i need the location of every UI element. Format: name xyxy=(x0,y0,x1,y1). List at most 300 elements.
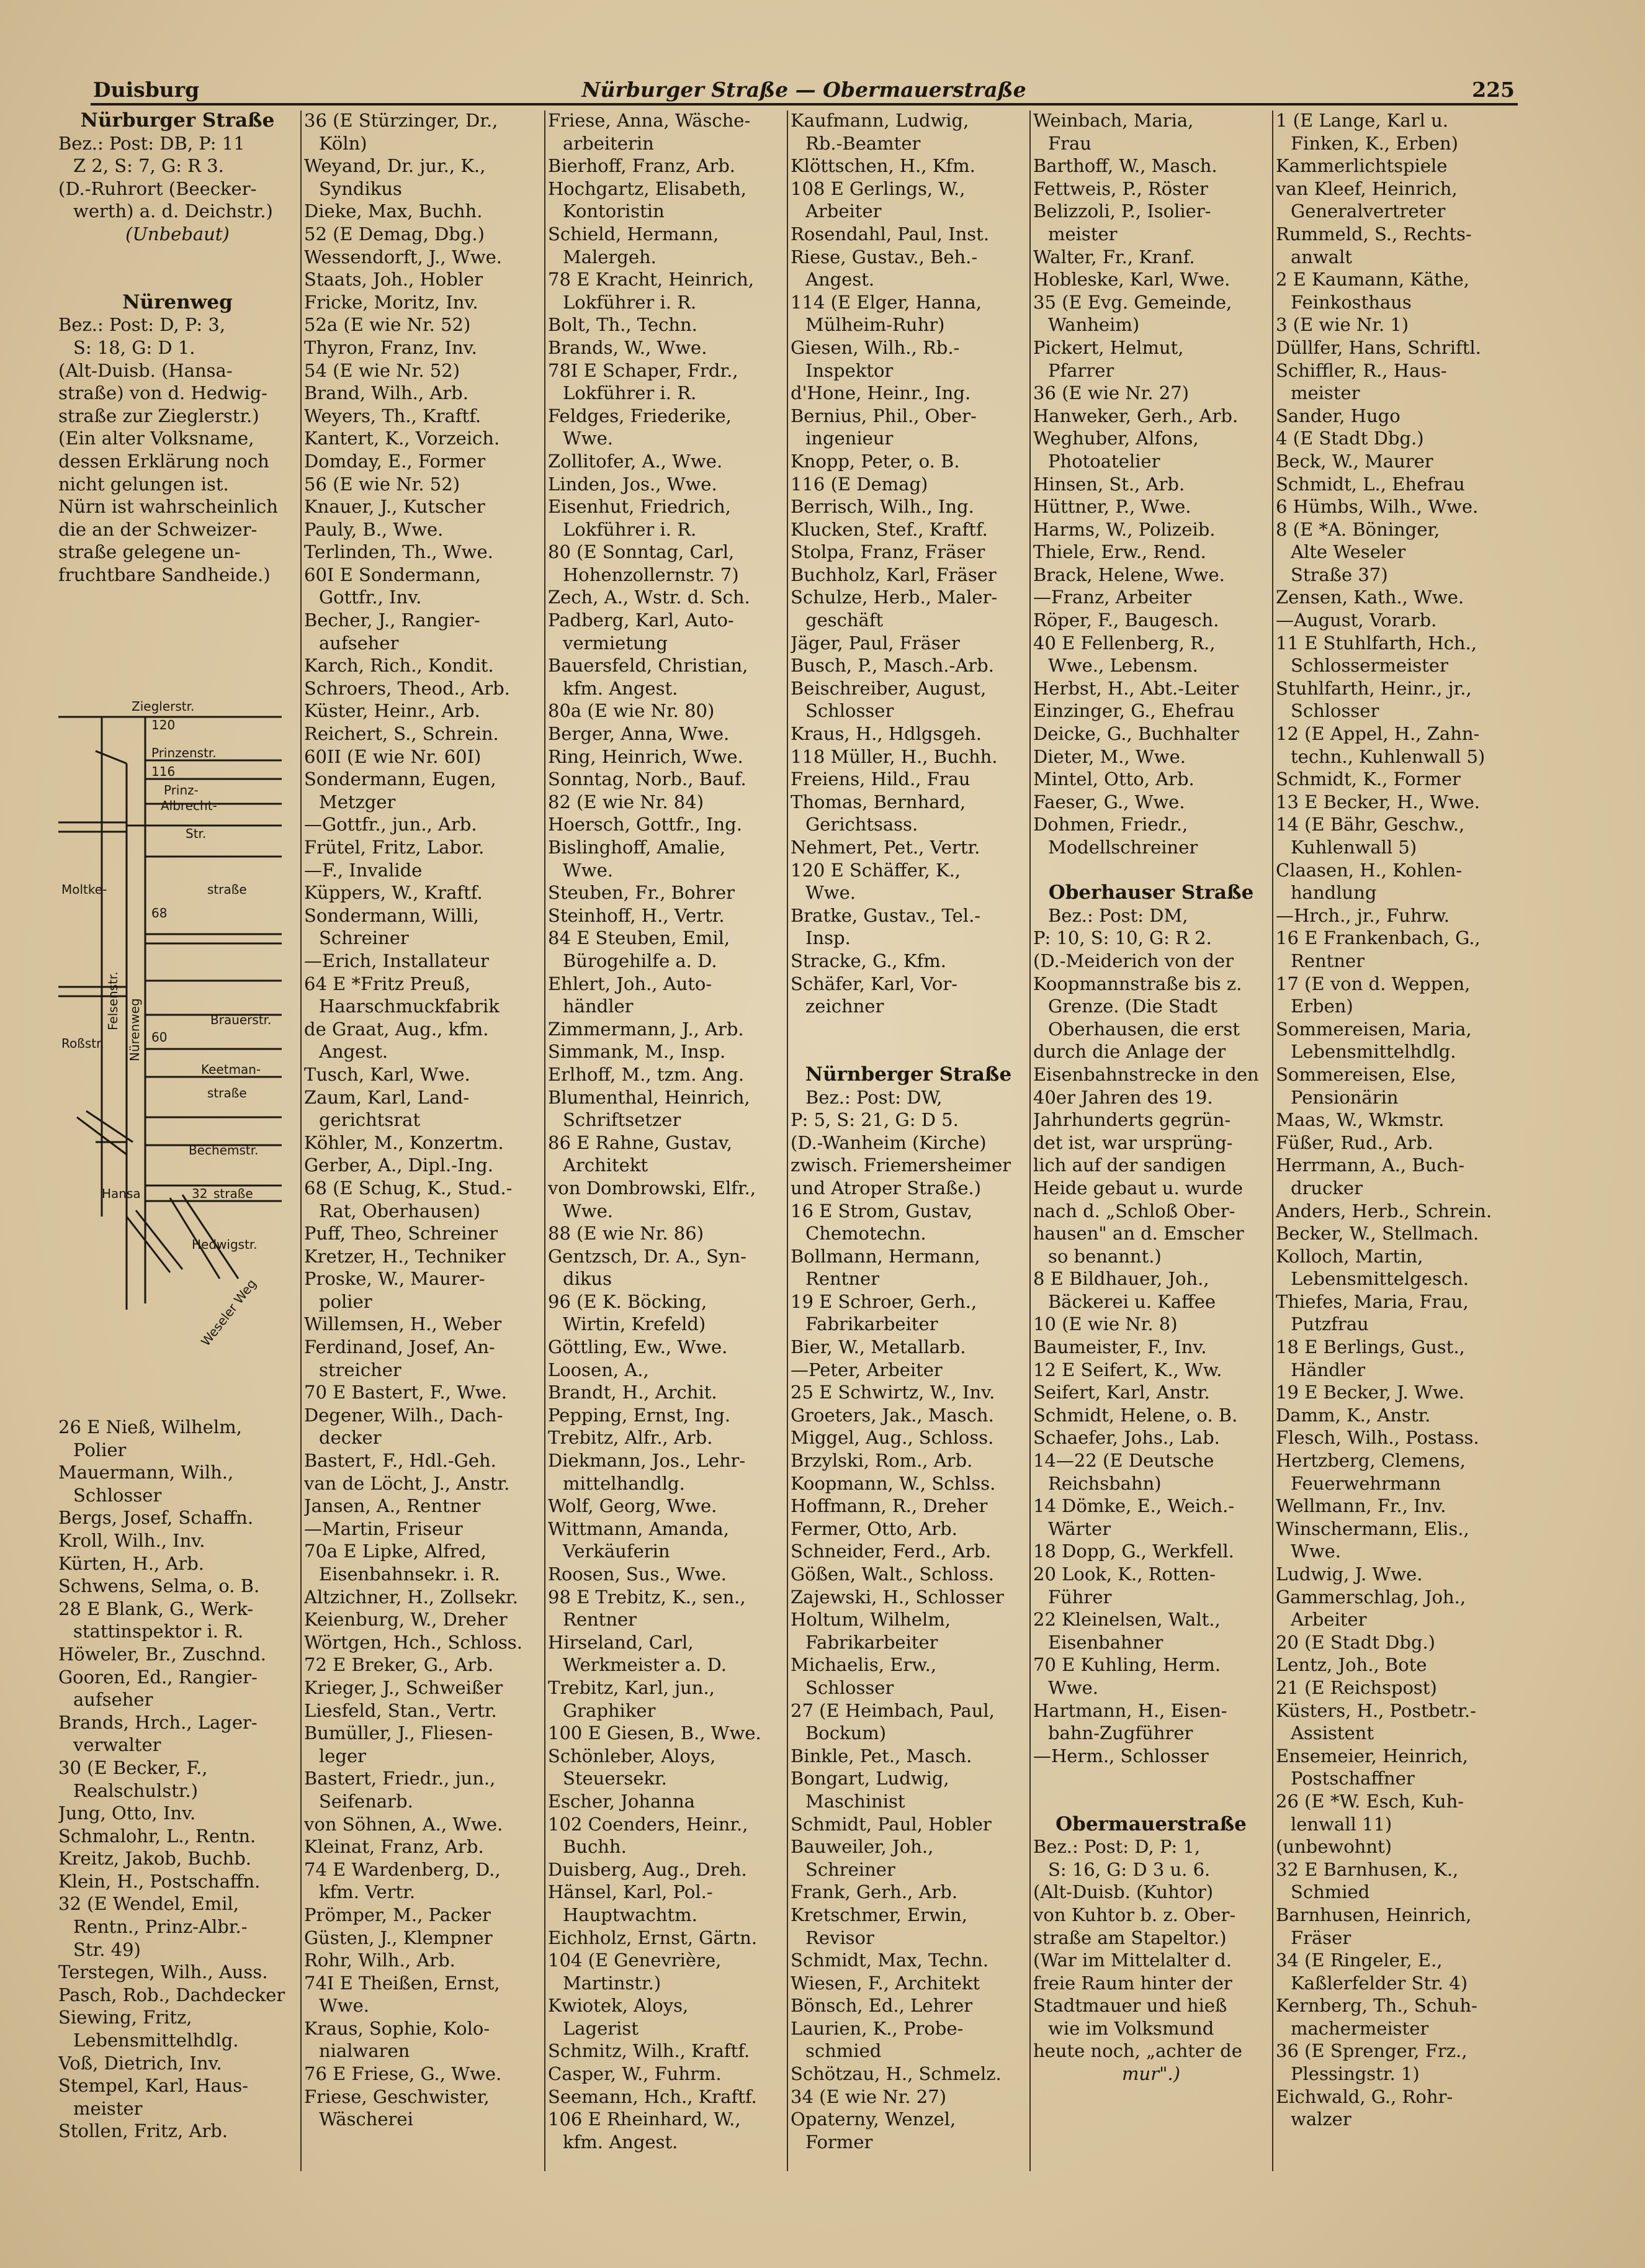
directory-entry-line: Inspektor xyxy=(805,359,894,381)
directory-entry-line: Former xyxy=(805,2131,873,2153)
directory-entry-line: Krieger, J., Schweißer xyxy=(304,1676,503,1698)
directory-entry-line: Stadtmauer und hieß xyxy=(1033,1995,1227,2017)
street-heading: Obermauerstraße xyxy=(1056,1812,1247,1835)
directory-entry-line: Kaufmann, Ludwig, xyxy=(791,110,969,131)
directory-entry-line: Mintel, Otto, Arb. xyxy=(1033,768,1195,790)
directory-entry-line: Stempel, Karl, Haus- xyxy=(58,2075,249,2097)
directory-entry-line: Bier, W., Metallarb. xyxy=(791,1336,966,1358)
directory-entry-line: Stolpa, Franz, Fräser xyxy=(791,541,985,563)
directory-entry-line: Lebensmittelhdlg. xyxy=(1291,1041,1456,1063)
directory-entry-line: Weinbach, Maria, xyxy=(1033,110,1194,131)
directory-entry-line: Küppers, W., Kraftf. xyxy=(304,882,483,904)
directory-entry-line: Seemann, Hch., Kraftf. xyxy=(548,2086,757,2107)
directory-entry-line: Reichsbahn) xyxy=(1048,1472,1162,1494)
directory-entry-line: Wirtin, Krefeld) xyxy=(563,1313,706,1335)
directory-entry-line: Kantert, K., Vorzeich. xyxy=(304,428,500,449)
directory-entry-line: Simmank, M., Insp. xyxy=(548,1041,726,1063)
directory-entry-line: Sonntag, Norb., Bauf. xyxy=(548,768,746,790)
directory-entry-line: Bernius, Phil., Ober- xyxy=(791,405,977,426)
directory-entry-line: Wittmann, Amanda, xyxy=(548,1518,729,1539)
directory-entry-line: Faeser, G., Wwe. xyxy=(1033,791,1185,812)
map-label-hansa: Hansa xyxy=(102,1186,141,1201)
street-heading: Nürburger Straße xyxy=(80,109,275,132)
directory-entry-line: Küsters, H., Postbetr.- xyxy=(1276,1699,1476,1721)
directory-entry-line: Graphiker xyxy=(563,1699,656,1721)
directory-entry-line: kfm. Vertr. xyxy=(319,1881,416,1903)
directory-entry-line: Hüttner, P., Wwe. xyxy=(1033,496,1191,518)
directory-entry-line: Füßer, Rud., Arb. xyxy=(1276,1132,1433,1153)
directory-entry-line: Bauweiler, Joh., xyxy=(791,1836,934,1858)
directory-entry-line: Sander, Hugo xyxy=(1276,405,1401,426)
directory-entry-line: Einzinger, G., Ehefrau xyxy=(1033,700,1235,722)
spacer xyxy=(1033,1767,1269,1790)
map-label-prinz-albrecht-2: Albrecht- xyxy=(161,798,217,813)
directory-entry-line: Koopmannstraße bis z. xyxy=(1033,973,1242,994)
spacer xyxy=(791,1040,1026,1063)
directory-entry-line: Arbeiter xyxy=(805,200,882,222)
directory-entry-line: 70 E Bastert, F., Wwe. xyxy=(304,1382,508,1403)
directory-entry-line: 26 (E *W. Esch, Kuh- xyxy=(1276,1790,1464,1812)
directory-entry-line: Zimmermann, J., Arb. xyxy=(548,1018,744,1040)
directory-entry-line: Gerber, A., Dipl.-Ing. xyxy=(304,1154,493,1176)
directory-entry-line: straße zur Zieglerstr.) xyxy=(58,405,259,426)
directory-entry-line: Thyron, Franz, Inv. xyxy=(304,336,477,358)
directory-entry-line: Angest. xyxy=(319,1041,388,1063)
directory-entry-line: Freiens, Hild., Frau xyxy=(791,768,970,790)
directory-entry-line: Beischreiber, August, xyxy=(791,677,987,699)
directory-entry-line: Zech, A., Wstr. d. Sch. xyxy=(548,587,750,608)
directory-entry-line: Berger, Anna, Wwe. xyxy=(548,723,730,745)
directory-entry-line: Sommereisen, Maria, xyxy=(1276,1018,1472,1040)
map-number-32: 32 xyxy=(192,1186,208,1201)
directory-entry-line: 100 E Giesen, B., Wwe. xyxy=(548,1722,761,1744)
directory-entry-line: Steuben, Fr., Bohrer xyxy=(548,882,735,904)
column-divider xyxy=(787,110,788,2171)
directory-entry-line: meister xyxy=(1291,382,1360,404)
directory-entry-line: 1 (E Lange, Karl u. xyxy=(1276,110,1448,131)
header-rule xyxy=(91,103,1518,106)
directory-entry-line: Oberhausen, die erst xyxy=(1048,1018,1240,1040)
directory-entry-line: —Gottfr., jun., Arb. xyxy=(304,814,477,835)
directory-entry-line: Herrmann, A., Buch- xyxy=(1276,1154,1465,1176)
directory-entry-line: 13 E Becker, H., Wwe. xyxy=(1276,791,1481,812)
directory-entry-line: Lokführer i. R. xyxy=(563,518,697,540)
directory-entry-line: Köln) xyxy=(319,132,367,154)
directory-entry-line: Binkle, Pet., Masch. xyxy=(791,1745,972,1766)
directory-entry-line: von Dombrowski, Elfr., xyxy=(548,1177,756,1199)
directory-entry-line: Wwe. xyxy=(805,882,856,904)
directory-entry-line: Roosen, Sus., Wwe. xyxy=(548,1564,727,1585)
directory-entry-line: Loosen, A., xyxy=(548,1359,649,1380)
directory-entry-line: Dieter, M., Wwe. xyxy=(1033,745,1186,767)
directory-entry-line: 21 (E Reichspost) xyxy=(1276,1676,1437,1698)
directory-entry-line: —Franz, Arbeiter xyxy=(1033,587,1192,608)
directory-entry-line: Kuhlenwall 5) xyxy=(1291,837,1417,858)
directory-entry-line: 98 E Trebitz, K., sen., xyxy=(548,1586,746,1608)
directory-entry-line: mittelhandlg. xyxy=(563,1472,685,1494)
directory-entry-line: Schreiner xyxy=(805,1858,895,1880)
directory-entry-line: 70a E Lipke, Alfred, xyxy=(304,1541,486,1562)
directory-entry-line: Liesfeld, Stan., Vertr. xyxy=(304,1699,497,1721)
directory-entry-line: 82 (E wie Nr. 84) xyxy=(548,791,704,812)
directory-entry-line: Kretzer, H., Techniker xyxy=(304,1245,506,1267)
directory-entry-line: 14 Dömke, E., Weich.- xyxy=(1033,1495,1235,1517)
directory-entry-line: Schmidt, Paul, Hobler xyxy=(791,1813,992,1835)
directory-entry-line: Hoersch, Gottfr., Ing. xyxy=(548,814,742,835)
directory-entry-line: Hartmann, H., Eisen- xyxy=(1033,1699,1227,1721)
spacer xyxy=(1033,859,1269,882)
directory-entry-line: Zaum, Karl, Land- xyxy=(304,1086,470,1108)
directory-entry-line: aufseher xyxy=(73,1689,153,1711)
map-label-prinzenstr: Prinzenstr. xyxy=(151,745,217,760)
directory-entry-line: Metzger xyxy=(319,791,396,812)
directory-entry-line: 11 E Stuhlfarth, Hch., xyxy=(1276,632,1477,654)
directory-entry-line: Maas, W., Wkmstr. xyxy=(1276,1109,1445,1131)
directory-entry-line: 76 E Friese, G., Wwe. xyxy=(304,2063,502,2085)
directory-entry-line: Hoffmann, R., Dreher xyxy=(791,1495,988,1517)
header-street-range: Nürburger Straße — Obermauerstraße xyxy=(581,78,1026,102)
directory-entry-line: 102 Coenders, Heinr., xyxy=(548,1813,748,1835)
directory-entry-line: Gerichtsass. xyxy=(805,814,918,835)
directory-entry-line: det ist, war ursprüng- xyxy=(1033,1132,1233,1153)
directory-entry-line: Hochgartz, Elisabeth, xyxy=(548,178,746,199)
spacer xyxy=(791,1018,1026,1041)
directory-entry-line: schmied xyxy=(805,2040,882,2062)
directory-entry-line: 27 (E Heimbach, Paul, xyxy=(791,1699,995,1721)
column-1-bottom-entries xyxy=(58,1416,297,2143)
directory-entry-line: 52a (E wie Nr. 52) xyxy=(304,314,471,336)
directory-entry-line: Friese, Geschwister, xyxy=(304,2086,490,2107)
directory-entry-line: Feuerwehrmann xyxy=(1291,1472,1441,1494)
street-heading: Oberhauser Straße xyxy=(1048,881,1254,904)
directory-entry-line: Frank, Gerh., Arb. xyxy=(791,1881,958,1903)
directory-entry-line: Feinkosthaus xyxy=(1291,291,1412,313)
directory-entry-line: Wellmann, Fr., Inv. xyxy=(1276,1495,1446,1517)
directory-entry-line: die an der Schweizer- xyxy=(58,518,258,540)
directory-entry-line: Herbst, H., Abt.-Leiter xyxy=(1033,677,1239,699)
directory-entry-line: straße am Stapeltor.) xyxy=(1033,1927,1227,1948)
directory-entry-line: Lebensmittelhdlg. xyxy=(73,2030,239,2051)
directory-entry-line: Bez.: Post: D, P: 1, xyxy=(1033,1836,1201,1858)
directory-entry-line: 17 (E von d. Weppen, xyxy=(1276,973,1471,994)
directory-entry-line: Feldges, Friederike, xyxy=(548,405,732,426)
directory-entry-line: Ferdinand, Josef, An- xyxy=(304,1336,495,1358)
directory-entry-line: walzer xyxy=(1291,2108,1351,2130)
directory-entry-line: Kraus, Sophie, Kolo- xyxy=(304,2017,490,2039)
directory-entry-line: Schneider, Ferd., Arb. xyxy=(791,1541,992,1562)
directory-entry-line: Eichwald, G., Rohr- xyxy=(1276,2086,1453,2107)
directory-entry-line: anwalt xyxy=(1291,246,1353,268)
directory-entry-line: handlung xyxy=(1291,882,1377,904)
directory-entry-line: 4 (E Stadt Dbg.) xyxy=(1276,428,1424,449)
directory-entry-line: Erben) xyxy=(1291,996,1353,1017)
directory-entry-line: Klucken, Stef., Kraftf. xyxy=(791,518,988,540)
directory-entry-line: Kammerlichtspiele xyxy=(1276,155,1448,177)
directory-entry-line: Düllfer, Hans, Schriftl. xyxy=(1276,336,1481,358)
directory-entry-line: 18 Dopp, G., Werkfell. xyxy=(1033,1541,1234,1562)
directory-entry-line: Göttling, Ew., Wwe. xyxy=(548,1336,728,1358)
header-city: Duisburg xyxy=(93,78,200,102)
map-number-68: 68 xyxy=(151,906,168,920)
directory-entry-line: Eisenhut, Friedrich, xyxy=(548,496,731,518)
directory-entry-line: Wwe. xyxy=(319,1995,370,2017)
map-label-hedwigstr: Hedwigstr. xyxy=(192,1237,258,1252)
directory-entry-line: Eisenbahnsekr. i. R. xyxy=(319,1564,500,1585)
directory-entry-line: 78I E Schaper, Frdr., xyxy=(548,359,738,381)
directory-entry-line: bahn-Zugführer xyxy=(1048,1722,1193,1744)
directory-entry-line: Frütel, Fritz, Labor. xyxy=(304,837,485,858)
directory-entry-line: Lentz, Joh., Bote xyxy=(1276,1654,1427,1676)
directory-entry-line: Z 2, S: 7, G: R 3. xyxy=(73,155,224,177)
directory-entry-line: (Alt-Duisb. (Kuhtor) xyxy=(1033,1881,1214,1903)
directory-entry-line: 18 E Berlings, Gust., xyxy=(1276,1336,1465,1358)
directory-entry-line: Rentner xyxy=(1291,950,1365,971)
directory-entry-line: d'Hone, Heinr., Ing. xyxy=(791,382,971,404)
directory-entry-line: machermeister xyxy=(1291,2017,1429,2039)
directory-entry-line: 104 (E Genevrière, xyxy=(548,1950,722,1971)
directory-entry-line: Becker, W., Stellmach. xyxy=(1276,1223,1479,1244)
directory-entry-line: Schötzau, H., Schmelz. xyxy=(791,2063,1002,2085)
directory-entry-line: Schiffler, R., Haus- xyxy=(1276,359,1447,381)
directory-entry-line: P: 5, S: 21, G: D 5. xyxy=(791,1109,959,1131)
directory-entry-line: 54 (E wie Nr. 52) xyxy=(304,359,460,381)
directory-entry-line: Bockum) xyxy=(805,1722,887,1744)
directory-entry-line: Röper, F., Baugesch. xyxy=(1033,610,1219,631)
directory-entry-line: kfm. Angest. xyxy=(563,2131,678,2153)
directory-entry-line: Schäfer, Karl, Vor- xyxy=(791,973,958,994)
directory-entry-line: Bollmann, Hermann, xyxy=(791,1245,980,1267)
directory-entry-line: Schield, Hermann, xyxy=(548,223,719,245)
directory-entry-line: wie im Volksmund xyxy=(1048,2017,1214,2039)
directory-entry-line: durch die Anlage der xyxy=(1033,1041,1226,1063)
directory-entry-line: Thomas, Bernhard, xyxy=(791,791,966,812)
directory-entry-line: aufseher xyxy=(319,632,399,654)
directory-entry-line: Seifenarb. xyxy=(319,1790,413,1812)
directory-entry-line: Harms, W., Polizeib. xyxy=(1033,518,1216,540)
directory-entry-line: 30 (E Becker, F., xyxy=(58,1757,208,1778)
directory-entry-line: 28 E Blank, G., Werk- xyxy=(58,1598,254,1619)
directory-entry-line: Berrisch, Wilh., Ing. xyxy=(791,496,974,518)
directory-entry-line: Stollen, Fritz, Arb. xyxy=(58,2120,228,2142)
directory-entry-line: Flesch, Wilh., Postass. xyxy=(1276,1427,1479,1449)
directory-entry-line: Malergeh. xyxy=(563,246,657,268)
directory-entry-line: Wwe., Lebensm. xyxy=(1048,655,1198,677)
directory-entry-line: vermietung xyxy=(563,632,668,654)
directory-entry-line: Assistent xyxy=(1291,1722,1374,1744)
directory-entry-line: Wolf, Georg, Wwe. xyxy=(548,1495,717,1517)
directory-entry-line: drucker xyxy=(1291,1177,1363,1199)
directory-entry-line: 3 (E wie Nr. 1) xyxy=(1276,314,1409,336)
directory-entry-line: 8 (E *A. Böninger, xyxy=(1276,518,1440,540)
directory-entry-line: Schlossermeister xyxy=(1291,655,1448,677)
page-header xyxy=(93,73,1515,106)
directory-entry-line: (D.-Meiderich von der xyxy=(1033,950,1234,971)
directory-entry-line: geschäft xyxy=(805,610,884,631)
directory-entry-line: Brand, Wilh., Arb. xyxy=(304,382,468,404)
map-label-keetman-2: straße xyxy=(207,1086,247,1100)
spacer xyxy=(58,268,297,291)
directory-entry-line: Proske, W., Maurer- xyxy=(304,1268,485,1290)
directory-entry-line: Hirseland, Carl, xyxy=(548,1631,694,1653)
directory-entry-line: Michaelis, Erw., xyxy=(791,1654,937,1676)
page-number: 225 xyxy=(1472,78,1515,102)
directory-entry-line: Wäscherei xyxy=(319,2108,413,2130)
directory-entry-line: 14—22 (E Deutsche xyxy=(1033,1450,1214,1472)
directory-entry-line: (D.-Wanheim (Kirche) xyxy=(791,1132,987,1153)
directory-entry-line: dikus xyxy=(563,1268,612,1290)
column-2 xyxy=(304,109,541,2176)
directory-entry-line: Gammerschlag, Joh., xyxy=(1276,1586,1466,1608)
directory-entry-line: 74I E Theißen, Ernst, xyxy=(304,1972,500,1994)
map-label-moltke: Moltke- xyxy=(61,882,107,897)
directory-entry-line: 72 E Breker, G., Arb. xyxy=(304,1654,494,1676)
directory-entry-line: 78 E Kracht, Heinrich, xyxy=(548,269,755,290)
directory-entry-line: 14 (E Bähr, Geschw., xyxy=(1276,814,1465,835)
directory-entry-line: lich auf der sandigen xyxy=(1033,1154,1226,1176)
directory-entry-line: Giesen, Wilh., Rb.- xyxy=(791,336,960,358)
directory-entry-line: Bergs, Josef, Schaffn. xyxy=(58,1507,254,1529)
directory-entry-line: Zollitofer, A., Wwe. xyxy=(548,450,723,472)
directory-entry-line: 10 (E wie Nr. 8) xyxy=(1033,1313,1178,1335)
directory-entry-line: Schaefer, Johs., Lab. xyxy=(1033,1427,1220,1449)
directory-entry-line: von Kuhtor b. z. Ober- xyxy=(1033,1904,1236,1925)
directory-entry-line: Beck, W., Maurer xyxy=(1276,450,1433,472)
directory-entry-line: Nürn ist wahrscheinlich xyxy=(58,496,278,518)
directory-entry-line: Groeters, Jak., Masch. xyxy=(791,1404,994,1426)
directory-entry-line: Bönsch, Ed., Lehrer xyxy=(791,1995,973,2017)
directory-entry-line: Tusch, Karl, Wwe. xyxy=(304,1063,470,1085)
directory-entry-line: 19 E Becker, J. Wwe. xyxy=(1276,1382,1464,1403)
directory-entry-line: Zajewski, H., Schlosser xyxy=(791,1586,1004,1608)
directory-entry-line: —Herm., Schlosser xyxy=(1033,1745,1209,1766)
directory-entry-line: Erlhoff, M., tzm. Ang. xyxy=(548,1063,745,1085)
directory-entry-line: Eisenbahnstrecke in den xyxy=(1033,1063,1259,1085)
directory-entry-line: Weghuber, Alfons, xyxy=(1033,428,1199,449)
directory-entry-line: Dieke, Max, Buchh. xyxy=(304,200,483,222)
directory-entry-line: Generalvertreter xyxy=(1291,200,1446,222)
directory-entry-line: van Kleef, Heinrich, xyxy=(1276,178,1458,199)
directory-entry-line: Eisenbahner xyxy=(1048,1631,1163,1653)
directory-entry-line: gerichtsrat xyxy=(319,1109,421,1131)
directory-entry-line: zwisch. Friemersheimer xyxy=(791,1154,1011,1176)
column-divider xyxy=(544,110,545,2171)
directory-entry-line: Kroll, Wilh., Inv. xyxy=(58,1529,205,1551)
directory-entry-line: Schmidt, Helene, o. B. xyxy=(1033,1404,1238,1426)
directory-entry-line: P: 10, S: 10, G: R 2. xyxy=(1033,927,1212,949)
directory-entry-line: 70 E Kuhling, Herm. xyxy=(1033,1654,1221,1676)
directory-entry-line: Heide gebaut u. wurde xyxy=(1033,1177,1244,1199)
directory-entry-line: Ludwig, J. Wwe. xyxy=(1276,1564,1423,1585)
column-divider xyxy=(1272,110,1273,2171)
directory-entry-line: Fräser xyxy=(1291,1927,1351,1948)
directory-entry-line: Brands, W., Wwe. xyxy=(548,336,707,358)
directory-entry-line: Straße 37) xyxy=(1291,564,1388,585)
directory-entry-line: 32 (E Wendel, Emil, xyxy=(58,1893,239,1915)
directory-entry-line: Kaßlerfelder Str. 4) xyxy=(1291,1972,1468,1994)
directory-entry-line: —August, Vorarb. xyxy=(1276,610,1437,631)
directory-entry-line: Steuersekr. xyxy=(563,1768,667,1789)
directory-entry-line: Willemsen, H., Weber xyxy=(304,1313,502,1335)
directory-entry-line: 34 (E Ringeler, E., xyxy=(1276,1950,1443,1971)
directory-entry-line: Pensionärin xyxy=(1291,1086,1399,1108)
directory-entry-line: 56 (E wie Nr. 52) xyxy=(304,473,460,495)
directory-entry-line: straße gelegene un- xyxy=(58,541,241,563)
directory-entry-line: Hänsel, Karl, Pol.- xyxy=(548,1881,713,1903)
directory-entry-line: Bürogehilfe a. D. xyxy=(563,950,717,971)
directory-entry-line: 40er Jahren des 19. xyxy=(1033,1086,1213,1108)
directory-entry-line: Thiele, Erw., Rend. xyxy=(1033,541,1206,563)
directory-entry-line: Maschinist xyxy=(805,1790,905,1812)
directory-entry-line: 19 E Schroer, Gerh., xyxy=(791,1290,977,1312)
directory-entry-line: ingenieur xyxy=(805,428,894,449)
directory-entry-line: Busch, P., Masch.-Arb. xyxy=(791,655,994,677)
street-map-nuerenweg xyxy=(58,683,294,1356)
directory-entry-line: Miggel, Aug., Schloss. xyxy=(791,1427,994,1449)
directory-entry-line: Barnhusen, Heinrich, xyxy=(1276,1904,1472,1925)
directory-entry-line: (Unbebaut) xyxy=(125,223,230,245)
directory-entry-line: Walter, Fr., Kranf. xyxy=(1033,246,1195,268)
directory-entry-line: Sommereisen, Else, xyxy=(1276,1063,1456,1085)
directory-entry-line: Claasen, H., Kohlen- xyxy=(1276,859,1463,881)
map-label-prinz-albrecht-3: Str. xyxy=(186,826,207,841)
directory-entry-line: Riese, Gustav., Beh.- xyxy=(791,246,978,268)
directory-entry-line: 12 E Seifert, K., Ww. xyxy=(1033,1359,1222,1380)
directory-entry-line: Schmidt, L., Ehefrau xyxy=(1276,473,1465,495)
directory-entry-line: straße) von d. Hedwig- xyxy=(58,382,267,404)
directory-entry-line: leger xyxy=(319,1745,367,1766)
directory-entry-line: Postschaffner xyxy=(1291,1768,1415,1789)
directory-entry-line: Küster, Heinr., Arb. xyxy=(304,700,480,722)
directory-entry-line: Rentner xyxy=(805,1268,880,1290)
directory-entry-line: Belizzoli, P., Isolier- xyxy=(1033,200,1211,222)
directory-entry-line: Winschermann, Elis., xyxy=(1276,1518,1469,1539)
directory-entry-line: Alte Weseler xyxy=(1291,541,1406,563)
directory-entry-line: Sondermann, Eugen, xyxy=(304,768,496,790)
column-4 xyxy=(791,109,1026,2176)
directory-entry-line: Martinstr.) xyxy=(563,1972,661,1994)
directory-entry-line: Domday, E., Former xyxy=(304,450,486,472)
directory-entry-line: Brack, Helene, Wwe. xyxy=(1033,564,1225,585)
directory-entry-line: Chemotechn. xyxy=(805,1223,926,1244)
directory-entry-line: Verkäuferin xyxy=(563,1541,670,1562)
directory-entry-line: Jansen, A., Rentner xyxy=(304,1495,481,1517)
map-label-brauerstr: Brauerstr. xyxy=(210,1012,272,1027)
directory-entry-line: Bez.: Post: D, P: 3, xyxy=(58,314,226,336)
directory-entry-line: 36 (E wie Nr. 27) xyxy=(1033,382,1190,404)
directory-entry-line: 16 E Strom, Gustav, xyxy=(791,1200,973,1222)
directory-entry-line: Lokführer i. R. xyxy=(563,382,697,404)
directory-entry-line: Realschulstr.) xyxy=(73,1780,199,1801)
directory-entry-line: Ring, Heinrich, Wwe. xyxy=(548,745,743,767)
directory-entry-line: Steinhoff, H., Vertr. xyxy=(548,904,725,926)
map-label-zieglerstr: Zieglerstr. xyxy=(132,699,195,714)
directory-entry-line: Holtum, Wilhelm, xyxy=(791,1609,951,1631)
street-heading: Nürnberger Straße xyxy=(805,1063,1012,1086)
directory-entry-line: Haarschmuckfabrik xyxy=(319,996,500,1017)
directory-entry-line: Wörtgen, Hch., Schloss. xyxy=(304,1631,523,1653)
directory-entry-line: Kreitz, Jakob, Buchb. xyxy=(58,1848,251,1870)
directory-entry-line: Schmied xyxy=(1291,1881,1370,1903)
directory-entry-line: Pepping, Ernst, Ing. xyxy=(548,1404,731,1426)
directory-entry-line: Karch, Rich., Kondit. xyxy=(304,655,494,677)
directory-entry-line: Gentzsch, Dr. A., Syn- xyxy=(548,1245,746,1267)
directory-entry-line: 106 E Rheinhard, W., xyxy=(548,2108,741,2130)
directory-entry-line: Modellschreiner xyxy=(1048,837,1198,858)
directory-entry-line: Grenze. (Die Stadt xyxy=(1048,996,1217,1017)
directory-entry-line: Schwens, Selma, o. B. xyxy=(58,1575,260,1597)
directory-entry-line: Schönleber, Aloys, xyxy=(548,1745,716,1766)
directory-entry-line: Pasch, Rob., Dachdecker xyxy=(58,1984,285,2005)
